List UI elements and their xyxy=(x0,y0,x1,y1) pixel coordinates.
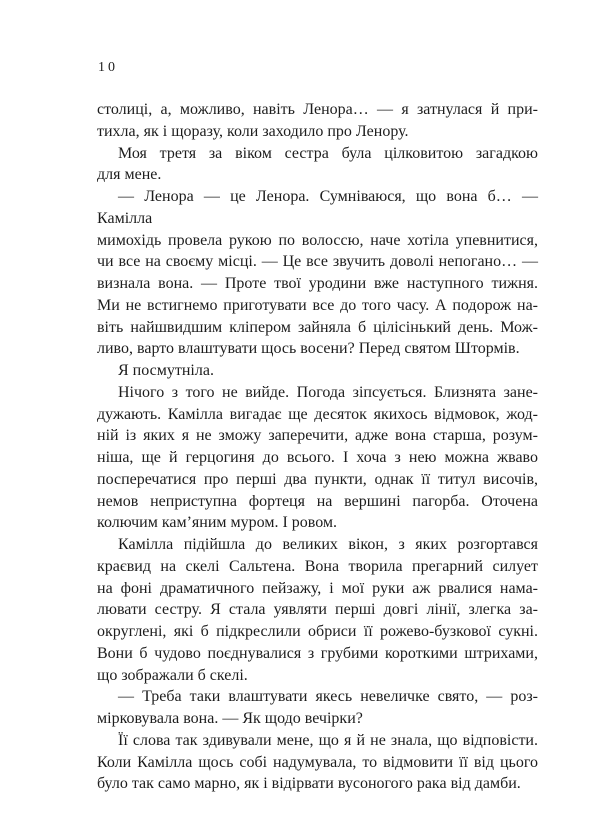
text-line: на фоні драматичного пейзажу, і мої руки аж рвалися нама- xyxy=(97,579,538,597)
text-line: ливо, варто влаштувати щось восени? Перед святом Штормів. xyxy=(97,340,520,358)
text-line: колючим кам’яним муром. І ровом. xyxy=(97,514,338,532)
text-line: тихла, як і щоразу, коли заходило про Ленору. xyxy=(97,122,409,140)
paragraph xyxy=(97,382,538,534)
text-line: для мене. xyxy=(97,166,162,184)
text-line: лювати сестру. Я стала уявляти перші довгі лінії, злегка за- xyxy=(97,601,538,619)
text-line: Її слова так здивували мене, що я й не знала, що відповісти. xyxy=(118,731,538,749)
text-line: Вони б чудово поєднувалися з грубими короткими штрихами, xyxy=(97,644,538,662)
text-line: що зображали б скелі. xyxy=(97,666,248,684)
text-line: посперечатися про перші два пункти, однак її титул височів, xyxy=(97,470,538,488)
text-line: мірковувала вона. — Як щодо вечірки? xyxy=(97,710,363,727)
paragraph xyxy=(97,360,538,382)
paragraph xyxy=(97,99,538,143)
text-block xyxy=(97,99,538,795)
paragraph xyxy=(97,534,538,686)
text-line: краєвид на скелі Сальтена. Вона творила прегарний силует xyxy=(97,557,538,575)
text-line: визнала вона. — Проте твої уродини вже наступного тижня. xyxy=(97,275,538,292)
paragraph xyxy=(97,730,538,795)
text-line: ніша, ще й герцогиня до всього. І хоча з нею можна жваво xyxy=(97,449,538,466)
paragraph xyxy=(97,186,538,360)
text-line: Ми не встигнемо приготувати все до того часу. А подорож на- xyxy=(97,296,538,314)
text-line: Моя третя за віком сестра була цілковитою загадкою xyxy=(118,144,538,162)
page-number: 10 xyxy=(98,60,118,75)
text-line: чи все на своєму місці. — Це все звучить доволі непогано… — xyxy=(97,253,538,271)
text-line: — Ленора — це Ленора. Сумніваюся, що вона б… — Камілла xyxy=(97,188,538,227)
text-line: Я посмутніла. xyxy=(118,362,214,379)
text-line: — Треба таки влаштувати якесь невеличке свято, — роз- xyxy=(118,688,538,706)
text-line: немов неприступна фортеця на вершині пагорба. Оточена xyxy=(97,492,538,510)
text-line: мимохідь провела рукою по волоссю, наче хотіла упевнитися, xyxy=(97,231,538,249)
text-line: Камілла підійшла до великих вікон, з яких розгортався xyxy=(118,536,538,553)
paragraph xyxy=(97,686,538,730)
text-line: округлені, які б підкреслили обриси її рожево-бузкової сукні. xyxy=(97,623,538,640)
text-line: Коли Камілла щось собі надумувала, то відмовити її від цього xyxy=(97,753,538,771)
text-line: Нічого з того не вийде. Погода зіпсується. Близнята зане- xyxy=(118,383,538,401)
paragraph xyxy=(97,143,538,187)
text-line: було так само марно, як і відірвати вусоногого рака від дамби. xyxy=(97,775,521,793)
text-line: столиці, а, можливо, навіть Ленора… — я затнулася й при- xyxy=(97,101,538,118)
text-line: віть найшвидшим кліпером зайняла б цілісінький день. Мож- xyxy=(97,318,538,336)
text-line: дужають. Камілла вигадає ще десяток якихось відмовок, жод- xyxy=(97,405,538,423)
text-line: ній із яких я не зможу заперечити, адже вона старша, розум- xyxy=(97,427,538,445)
